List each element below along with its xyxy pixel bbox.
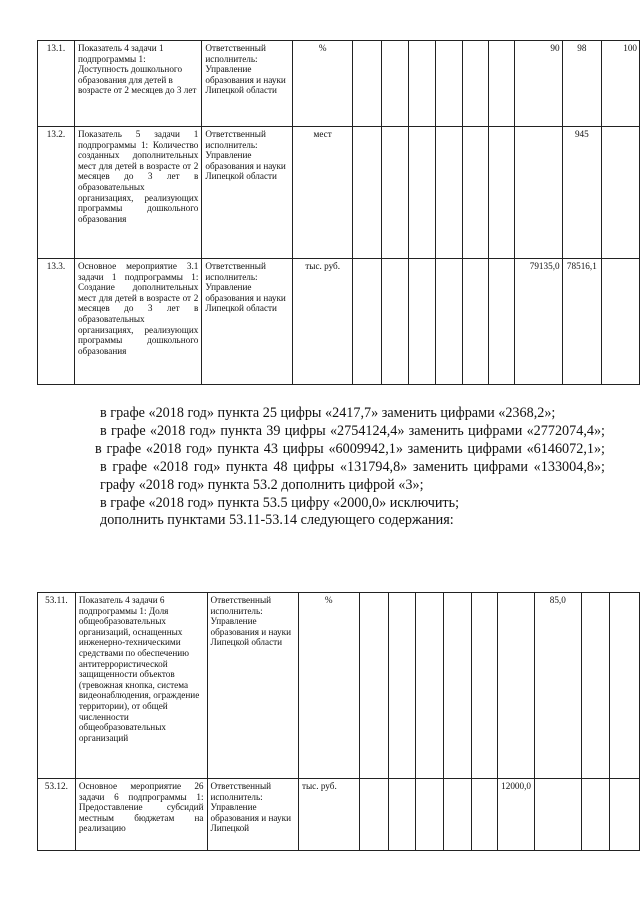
value-cell — [471, 593, 497, 779]
value-cell: 945 — [562, 127, 602, 259]
value-cell — [489, 41, 515, 127]
amendment-item: в графе «2018 год» пункта 39 цифры «2754124,4» заменить цифрами «2772074,4»; — [100, 422, 605, 439]
value-cell — [602, 259, 640, 385]
value-cell: 85,0 — [535, 593, 582, 779]
value-cell: 79135,0 — [514, 259, 562, 385]
value-cell — [382, 127, 409, 259]
table-row — [38, 779, 640, 851]
responsible-executor: Ответственный исполнитель: Управление образования и науки Липецкой области — [207, 593, 298, 779]
amendment-item: в графе «2018 год» пункта 25 цифры «2417,7» заменить цифрами «2368,2»; — [100, 405, 556, 421]
value-cell — [382, 41, 409, 127]
value-cell — [359, 593, 389, 779]
value-cell — [353, 259, 382, 385]
value-cell — [416, 593, 444, 779]
value-cell — [353, 41, 382, 127]
value-cell — [444, 593, 472, 779]
value-cell — [581, 593, 610, 779]
amendment-item: в графе «2018 год» пункта 53.5 цифру «2000,0» исключить; — [100, 494, 460, 511]
row-number: 13.3. — [38, 259, 75, 385]
value-cell: 100 — [602, 41, 640, 127]
value-cell — [436, 259, 463, 385]
value-cell — [463, 127, 489, 259]
indicator-text: Основное мероприятие 3.1 задачи 1 подпрограммы 1: Создание дополнительных мест для детей в возрасте от 2 месяцев до 3 лет в образовательных организациях, реализующих программы дошкольного образования — [74, 259, 201, 385]
row-number: 13.2. — [38, 127, 75, 259]
value-cell — [610, 593, 640, 779]
table-row — [38, 127, 640, 259]
value-cell — [382, 259, 409, 385]
indicator-text: Показатель 5 задачи 1 подпрограммы 1: Количество созданных дополнительных мест для детей в возрасте от 2 месяцев до 3 лет в образовательных организациях, реализующих программы дошкольного образования — [74, 127, 201, 259]
indicator-text: Показатель 4 задачи 6 подпрограммы 1: Доля общеобразовательных организаций, оснащенных инженерно-техническими средствами по обеспечению антитеррористической защищенности объектов (тревожная кнопка, система видеонаблюдения, ограждение территории), от общей численности общеобразовательных организаций — [75, 593, 207, 779]
table-row — [38, 41, 640, 127]
value-cell — [359, 779, 389, 851]
value-cell — [444, 779, 472, 851]
value-cell — [416, 779, 444, 851]
responsible-executor: Ответственный исполнитель: Управление образования и науки Липецкой — [207, 779, 298, 851]
table-row — [38, 593, 640, 779]
indicator-text: Показатель 4 задачи 1 подпрограммы 1: Доступность дошкольного образования для детей в возрасте от 2 месяцев до 3 лет — [74, 41, 201, 127]
responsible-executor: Ответственный исполнитель: Управление образования и науки Липецкой области — [202, 41, 293, 127]
unit-cell: % — [293, 41, 353, 127]
value-cell: 12000,0 — [498, 779, 535, 851]
value-cell — [353, 127, 382, 259]
value-cell — [610, 779, 640, 851]
row-number: 53.11. — [38, 593, 76, 779]
indicator-text: Основное мероприятие 26 задачи 6 подпрограммы 1: Предоставление субсидий местным бюджетам на реализацию — [75, 779, 207, 851]
value-cell — [436, 127, 463, 259]
amendment-item: в графе «2018 год» пункта 43 цифры «6009942,1» заменить цифрами «6146072,1»; — [95, 440, 605, 457]
amendment-item: графу «2018 год» пункта 53.2 дополнить цифрой «3»; — [100, 476, 424, 493]
unit-cell: % — [298, 593, 359, 779]
value-cell — [471, 779, 497, 851]
value-cell — [408, 127, 435, 259]
value-cell — [463, 259, 489, 385]
value-cell: 78516,1 — [562, 259, 602, 385]
value-cell — [489, 259, 515, 385]
unit-cell: тыс. руб. — [298, 779, 359, 851]
indicators-table-bottom — [37, 592, 640, 851]
amendment-item: дополнить пунктами 53.11-53.14 следующего содержания: — [100, 512, 454, 529]
value-cell — [389, 593, 416, 779]
value-cell — [408, 41, 435, 127]
value-cell — [389, 779, 416, 851]
unit-cell: тыс. руб. — [293, 259, 353, 385]
value-cell — [602, 127, 640, 259]
value-cell — [463, 41, 489, 127]
value-cell — [436, 41, 463, 127]
value-cell — [489, 127, 515, 259]
table-row — [38, 259, 640, 385]
responsible-executor: Ответственный исполнитель: Управление образования и науки Липецкой области — [202, 259, 293, 385]
row-number: 13.1. — [38, 41, 75, 127]
value-cell — [408, 259, 435, 385]
value-cell — [514, 127, 562, 259]
responsible-executor: Ответственный исполнитель: Управление образования и науки Липецкой области — [202, 127, 293, 259]
value-cell — [498, 593, 535, 779]
value-cell: 98 — [562, 41, 602, 127]
value-cell: 90 — [514, 41, 562, 127]
row-number: 53.12. — [38, 779, 76, 851]
unit-cell: мест — [293, 127, 353, 259]
value-cell — [535, 779, 582, 851]
indicators-table-top — [37, 40, 640, 385]
amendments-text — [60, 405, 605, 530]
value-cell — [581, 779, 610, 851]
amendment-item: в графе «2018 год» пункта 48 цифры «131794,8» заменить цифрами «133004,8»; — [100, 458, 605, 475]
